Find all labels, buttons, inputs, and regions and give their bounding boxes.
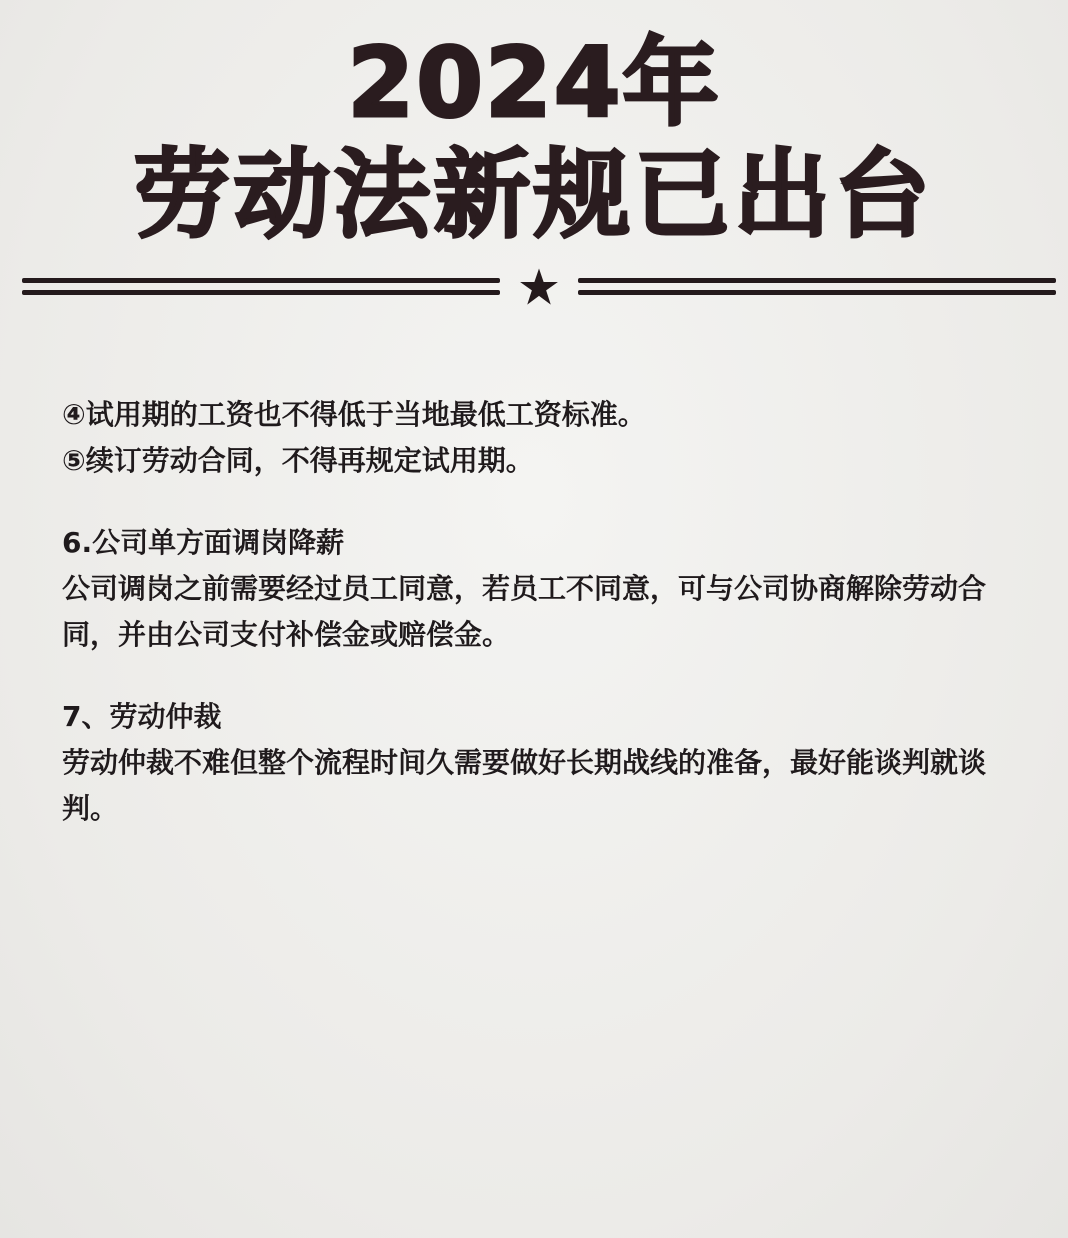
spacer: [62, 658, 1012, 694]
section-7-text: 劳动仲裁不难但整个流程时间久需要做好长期战线的准备，最好能谈判就谈判。: [62, 746, 987, 825]
title-divider: [22, 272, 1056, 308]
spacer: [62, 484, 1012, 520]
star-icon: [518, 266, 560, 308]
page-title: 劳动法新规已出台: [134, 139, 934, 251]
section-7-heading: 7、劳动仲裁: [62, 700, 222, 733]
section-6-heading: 6.公司单方面调岗降薪: [62, 526, 345, 559]
divider-rule-right-top: [578, 278, 1056, 283]
divider-rule-left-bottom: [22, 290, 500, 295]
title-year: 2024年: [347, 27, 721, 139]
article-body: [62, 392, 1012, 832]
divider-rule-left-top: [22, 278, 500, 283]
list-item-4: ④试用期的工资也不得低于当地最低工资标准。: [62, 398, 646, 431]
list-item-5: ⑤续订劳动合同，不得再规定试用期。: [62, 444, 534, 477]
section-6-text: 公司调岗之前需要经过员工同意，若员工不同意，可与公司协商解除劳动合同，并由公司支付补偿金或赔偿金。: [62, 572, 987, 651]
divider-rule-right-bottom: [578, 290, 1056, 295]
